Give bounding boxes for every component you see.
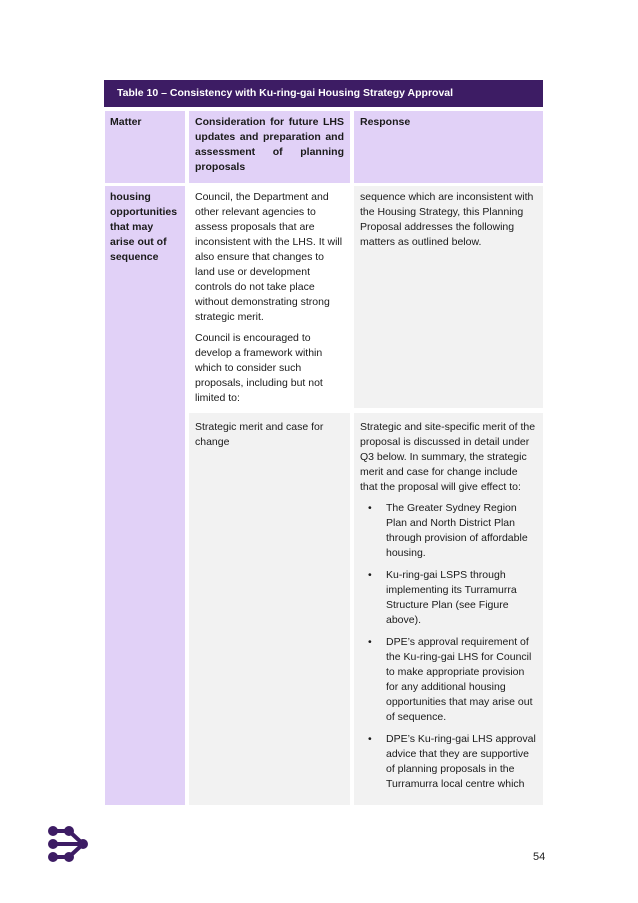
page-number: 54 — [533, 851, 546, 863]
matter-cell: housing opportunities that may arise out of sequence — [105, 186, 185, 805]
header-response: Response — [354, 111, 543, 183]
consideration-paragraph-2: Council is encouraged to develop a framework within which to consider such proposals, including but not limited to: — [195, 332, 323, 404]
bullet-icon: • — [368, 502, 372, 514]
bullet-icon: • — [368, 733, 372, 745]
response-cell-2 — [354, 413, 543, 805]
list-item — [360, 501, 537, 561]
consideration-cell-2: Strategic merit and case for change — [189, 413, 350, 805]
list-item — [360, 732, 537, 792]
list-item-text: Ku-ring-gai LSPS through implementing its Turramurra Structure Plan (see Figure above). — [386, 569, 517, 626]
table-title: Table 10 – Consistency with Ku-ring-gai Housing Strategy Approval — [104, 80, 543, 107]
consideration-cell-1 — [189, 186, 350, 408]
list-item-text: DPE’s Ku-ring-gai LHS approval advice that they are supportive of planning proposals in the Turramurra local centre which — [386, 733, 536, 790]
linked-dots-logo-icon — [47, 826, 91, 862]
header-matter: Matter — [105, 111, 185, 183]
header-consideration — [189, 111, 350, 183]
list-item-text: DPE’s approval requirement of the Ku-ring-gai LHS for Council to make appropriate provision for any additional housing opportunities that may arise out of sequence. — [386, 636, 533, 723]
list-item-text: The Greater Sydney Region Plan and North District Plan through provision of affordable housing. — [386, 502, 528, 559]
bullet-icon: • — [368, 636, 372, 648]
consideration-paragraph-1: Council, the Department and other relevant agencies to assess proposals that are inconsistent with the LHS. It will also ensure that changes to land use or development controls do not take place without demonstrating strong strategic merit. — [195, 191, 343, 323]
response-cell-1: sequence which are inconsistent with the Housing Strategy, this Planning Proposal addresses the following matters as outlined below. — [354, 186, 543, 408]
list-item — [360, 568, 537, 628]
bullet-icon: • — [368, 569, 372, 581]
response-intro: Strategic and site-specific merit of the proposal is discussed in detail under Q3 below. In summary, the strategic merit and case for change include that the proposal will give effect to: — [360, 421, 536, 493]
list-item — [360, 635, 537, 725]
response-bullet-list — [360, 501, 537, 792]
header-consideration-text: Consideration for future LHS updates and preparation and assessment of planning proposals — [195, 116, 344, 173]
